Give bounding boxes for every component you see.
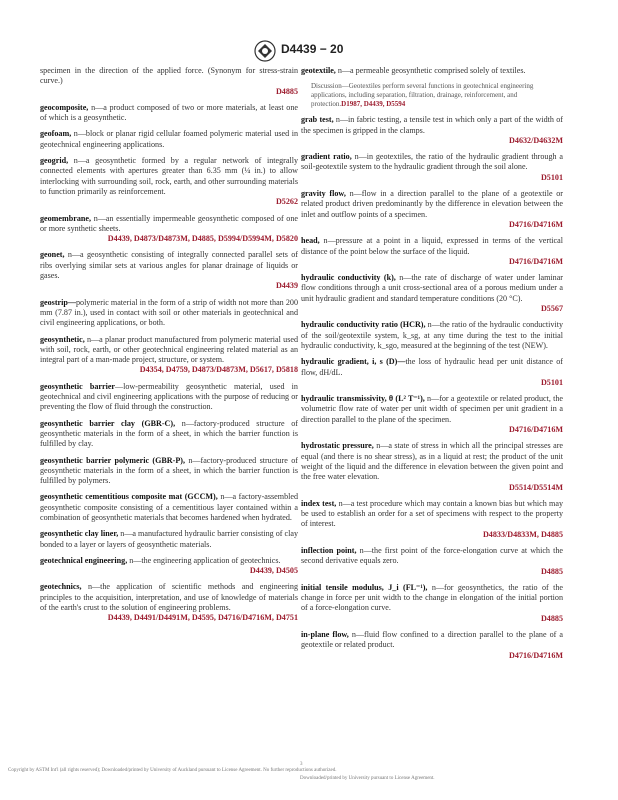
reference-standards[interactable]: D4716/D4716M — [509, 650, 563, 660]
glossary-entry — [40, 156, 298, 207]
glossary-entry — [301, 320, 563, 351]
astm-logo-icon — [254, 40, 276, 62]
glossary-term: index test, — [301, 498, 337, 508]
glossary-term: gravity flow, — [301, 189, 346, 199]
glossary-term: geotechnics, — [40, 582, 82, 592]
glossary-entry — [301, 152, 563, 183]
reference-standards[interactable]: D4716/D4716M — [509, 219, 563, 229]
page-header — [0, 40, 618, 64]
glossary-entry — [301, 630, 563, 661]
glossary-entry — [301, 394, 563, 435]
glossary-definition: n—pressure at a point in a liquid, expressed in terms of the vertical distance of the point below the surface of the liquid. — [301, 236, 563, 256]
glossary-entry — [40, 250, 298, 291]
glossary-entry — [40, 103, 298, 124]
glossary-definition: n—fluid flow confined to a direction parallel to the plane of a geotextile or related product. — [301, 630, 563, 650]
glossary-definition: n—for a geotextile or related product, the volumetric flow rate of water per unit width of specimen per unit gradient in a direction parallel to the plane of the specimen. — [301, 394, 563, 424]
reference-standards[interactable]: D5567 — [540, 304, 563, 314]
right-column — [301, 66, 563, 667]
glossary-definition: n—a state of stress in which all the principal stresses are equal (and there is no shear stress), as in a liquid at rest; the product of the unit weight of the liquid and the difference in elevation between the given point and the free water elevation. — [301, 441, 563, 482]
glossary-term: inflection point, — [301, 545, 357, 555]
glossary-term: hydraulic transmissivity, θ (L² T⁻¹), — [301, 394, 425, 404]
glossary-term: gradient ratio, — [301, 152, 352, 162]
glossary-entry — [40, 582, 298, 623]
glossary-definition: n—factory-produced structure of geosynthetic materials in the form of a sheet, in which the barrier function is fulfilled by clay. — [40, 418, 299, 449]
glossary-entry — [40, 556, 298, 577]
glossary-term: geosynthetic barrier — [40, 381, 116, 391]
glossary-entry — [301, 499, 563, 540]
standard-designation: D4439 − 20 — [281, 42, 344, 56]
glossary-term: geonet, — [40, 250, 65, 260]
glossary-entry — [301, 546, 563, 577]
glossary-term: grab test, — [301, 115, 334, 125]
reference-standards[interactable]: D4632/D4632M — [509, 135, 563, 145]
glossary-term: geotextile, — [301, 66, 336, 75]
glossary-term: geostrip— — [40, 297, 76, 307]
glossary-term: head, — [301, 236, 320, 246]
glossary-definition: n—the rate of discharge of water under laminar flow conditions through a unit cross-sectional area of a porous medium under a unit hydraulic gradient and standard temperature conditions (20 °C). — [301, 273, 563, 303]
reference-standards[interactable]: D4833/D4833M, D4885 — [482, 529, 563, 539]
glossary-entry — [40, 335, 298, 376]
glossary-entry — [40, 129, 298, 150]
reference-standards[interactable]: D4716/D4716M — [509, 256, 563, 266]
glossary-entry — [40, 529, 298, 550]
glossary-entry — [301, 115, 563, 146]
glossary-entry — [40, 382, 298, 413]
reference-standards[interactable]: D4439, D4505 — [249, 566, 298, 576]
reference-standards[interactable]: D5262 — [275, 197, 298, 207]
glossary-definition: n—for geosynthetics, the ratio of the change in force per unit width to the change in elongation of the initial portion of a force-elongation curve. — [301, 582, 563, 613]
glossary-entry — [301, 583, 563, 624]
glossary-entry — [301, 273, 563, 314]
glossary-term: hydraulic conductivity (k), — [301, 273, 396, 283]
glossary-definition: n—a geosynthetic formed by a regular network of integrally connected elements with apertures greater than 6.35 mm (¼ in.) to allow interlocking with surrounding soil, rock, earth, and other surrounding materials to function primarily as reinforcement. — [40, 156, 298, 196]
glossary-definition: n—block or planar rigid cellular foamed polymeric material used in geotechnical engineering applications. — [40, 129, 298, 149]
glossary-definition: n—factory-produced structure of geosynthetic materials in the form of a sheet, in which the barrier function is fulfilled by polymers. — [40, 455, 298, 486]
glossary-entry — [301, 441, 563, 492]
glossary-term: geosynthetic barrier clay (GBR-C), — [40, 418, 176, 428]
glossary-term: geomembrane, — [40, 213, 92, 223]
glossary-definition: n—the application of scientific methods and engineering principles to the acquisition, interpretation, and use of knowledge of materials of the earth's crust to the solution of engineering problems. — [40, 582, 298, 613]
glossary-definition: n—in fabric testing, a tensile test in which only a part of the width of the specimen is gripped in the clamps. — [301, 115, 563, 135]
glossary-definition: n—a product composed of two or more materials, at least one of which is a geosynthetic. — [40, 102, 298, 123]
glossary-term: hydrostatic pressure, — [301, 441, 374, 451]
reference-standards[interactable]: D4439, D4491/D4491M, D4595, D4716/D4716M, D4751 — [107, 613, 298, 623]
page-number: 3 — [300, 762, 303, 767]
glossary-definition: n—flow in a direction parallel to the plane of a geotextile or related product driven predominantly by the difference in elevation between the inlet and outflow points of a specimen. — [301, 189, 563, 219]
reference-standards[interactable]: D4354, D4759, D4873/D4873M, D5617, D5818 — [139, 365, 298, 375]
glossary-definition: n—the engineering application of geotechnics. — [127, 555, 281, 565]
glossary-term: in-plane flow, — [301, 630, 349, 640]
reference-standards[interactable]: D4716/D4716M — [509, 425, 563, 435]
glossary-entry — [40, 492, 298, 523]
glossary-entry — [40, 419, 298, 450]
glossary-term: geofoam, — [40, 129, 72, 139]
reference-standards[interactable]: D4439 — [275, 281, 298, 291]
glossary-term: geotechnical engineering, — [40, 555, 128, 565]
discussion-note — [311, 82, 563, 109]
reference-standards: D1987, D4439, D5594 — [341, 100, 406, 109]
glossary-entry — [40, 66, 298, 97]
glossary-term: hydraulic conductivity ratio (HCR), — [301, 320, 426, 330]
glossary-definition: n—a factory-assembled geosynthetic composite consisting of a cementitious layer contained within a combination of geosynthetic materials that becomes hardened when hydrated. — [40, 492, 298, 522]
note-text: Discussion—Geotextiles perform several functions in geotechnical engineering applications, including separation, filtration, drainage, reinforcement, and protection. — [311, 82, 534, 109]
glossary-definition: specimen in the direction of the applied force. (Synonym for stress-strain curve.) — [40, 66, 298, 86]
glossary-term: geosynthetic cementitious composite mat (GCCM), — [40, 492, 218, 502]
reference-standards[interactable]: D4885 — [540, 566, 563, 576]
footer-license: Downloaded/printed by University pursuant to License Agreement. — [300, 776, 435, 781]
reference-standards[interactable]: D5101 — [540, 377, 563, 387]
glossary-entry — [40, 214, 298, 245]
glossary-term: initial tensile modulus, J_i (FL⁻¹), — [301, 582, 428, 592]
glossary-term: geosynthetic clay liner, — [40, 529, 119, 539]
glossary-entry — [301, 66, 563, 76]
glossary-entry — [40, 298, 298, 329]
glossary-definition: n—a geosynthetic consisting of integrally connected parallel sets of ribs overlying similar sets at various angles for planar drainage of liquids or gases. — [40, 250, 298, 281]
reference-standards[interactable]: D5514/D5514M — [509, 482, 563, 492]
glossary-definition: n—a planar product manufactured from polymeric material used with soil, rock, earth, or other geotechnical engineering related material as an integral part of a man-made project, structure, or system. — [40, 334, 298, 365]
glossary-definition: n—the first point of the force-elongation curve at which the second derivative equals zero. — [301, 545, 563, 566]
reference-standards[interactable]: D4439, D4873/D4873M, D4885, D5994/D5994M, D5820 — [107, 234, 298, 244]
glossary-term: geosynthetic barrier polymeric (GBR-P), — [40, 455, 185, 465]
footer-copyright: Copyright by ASTM Int'l (all rights reserved); Downloaded/printed by University of Auckland pursuant to License Agreement. No further reproductions authorized. — [8, 768, 337, 773]
glossary-term: hydraulic gradient, i, s (D)— — [301, 357, 406, 367]
glossary-definition: n—in geotextiles, the ratio of the hydraulic gradient through a soil-geotextile system to the hydraulic gradient through the soil alone. — [301, 152, 563, 172]
glossary-term: geosynthetic, — [40, 334, 85, 344]
glossary-definition: the loss of hydraulic head per unit distance of flow, dH/dL. — [301, 357, 563, 377]
glossary-definition: polymeric material in the form of a strip of width not more than 200 mm (7.87 in.), used in contact with soil or other materials in geotechnical and civil engineering applications, or both. — [40, 297, 298, 328]
left-column — [40, 66, 298, 630]
reference-standards[interactable]: D4885 — [540, 613, 563, 623]
reference-standards[interactable]: D4885 — [275, 86, 298, 96]
glossary-definition: —low-permeability geosynthetic material, used in geotechnical and civil engineering applications with the purpose of reducing or preventing the flow of fluid through the construction. — [40, 381, 298, 412]
glossary-definition: n—a test procedure which may contain a known bias but which may be used to establish an order for a set of specimens with respect to the property of interest. — [301, 498, 563, 529]
glossary-entry — [301, 357, 563, 388]
glossary-term: geocomposite, — [40, 102, 89, 112]
glossary-definition: n—a manufactured hydraulic barrier consisting of clay bonded to a layer or layers of geosynthetic materials. — [40, 529, 298, 549]
glossary-term: geogrid, — [40, 156, 69, 166]
glossary-entry — [40, 456, 298, 487]
glossary-definition: n—a permeable geosynthetic comprised solely of textiles. — [335, 66, 526, 75]
glossary-definition: n—the ratio of the hydraulic conductivity of the soil/geotextile system, k_sg, at any time during the test to the initial hydraulic conductivity, k_sgo, measured at the beginning of the test (NEW). — [301, 320, 563, 350]
glossary-entry — [301, 236, 563, 267]
glossary-definition: n—an essentially impermeable geosynthetic composed of one or more synthetic sheets. — [40, 213, 298, 233]
reference-standards[interactable]: D5101 — [540, 172, 563, 182]
glossary-entry — [301, 189, 563, 230]
